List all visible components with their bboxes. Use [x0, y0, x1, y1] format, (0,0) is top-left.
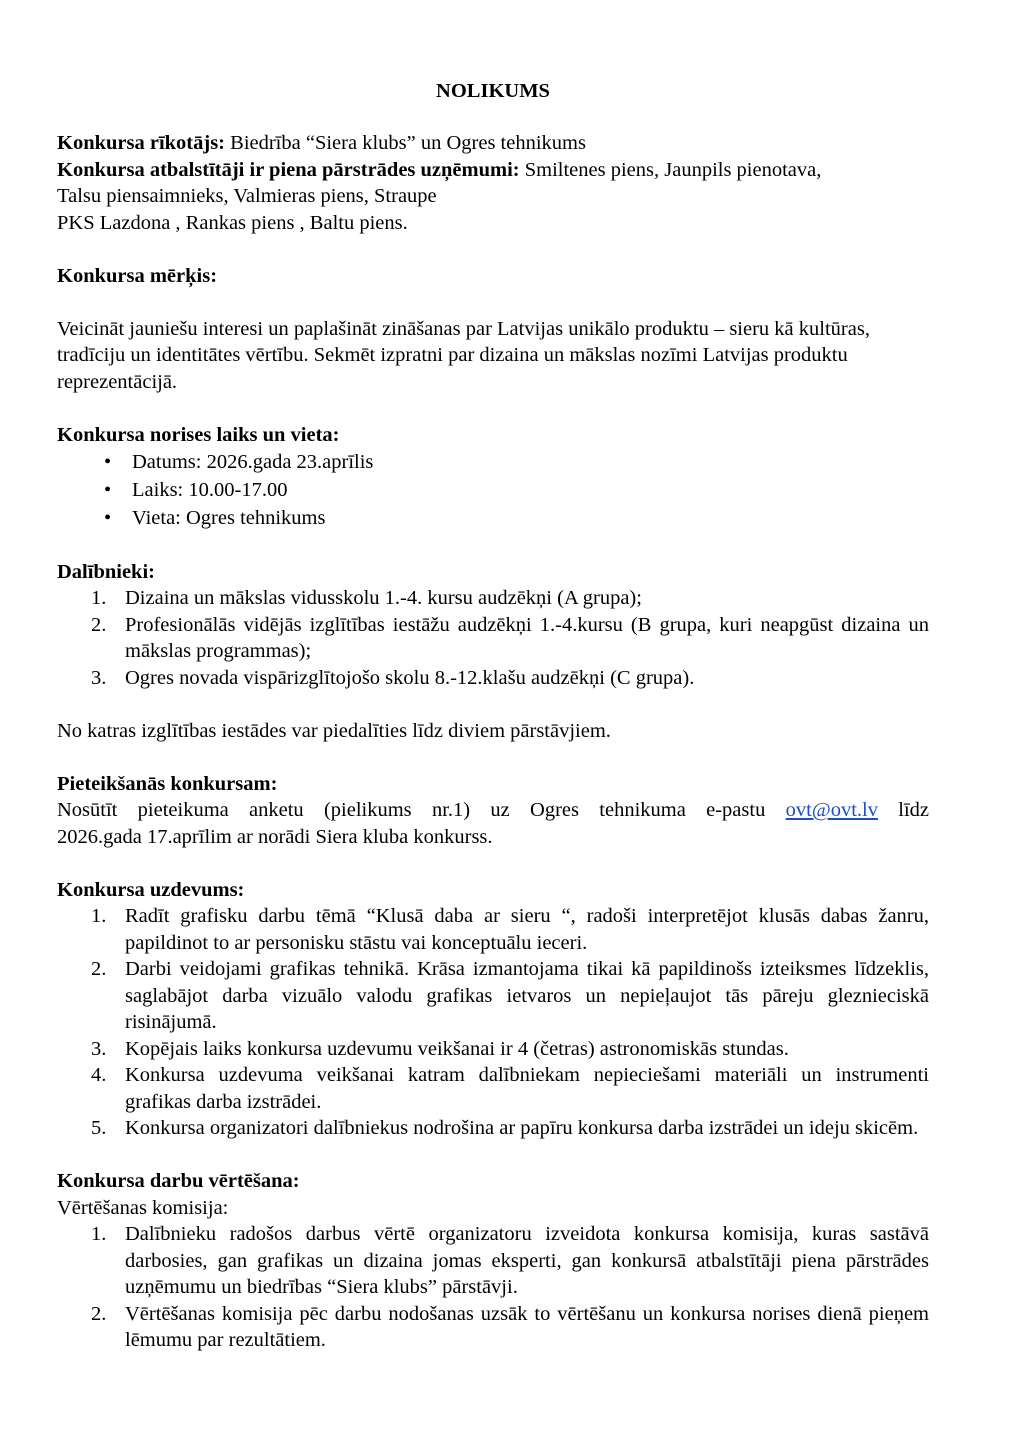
- participants-heading: Dalībnieki:: [57, 560, 155, 583]
- organizer-line: [57, 130, 929, 157]
- time-place-heading: Konkursa norises laiks un vieta:: [57, 423, 340, 446]
- list-item: 4. Konkursa uzdevuma veikšanai katram dalībniekam nepieciešami materiāli un instrumenti grafikas darba izstrādei.: [91, 1064, 929, 1113]
- list-item: 2. Vērtēšanas komisija pēc darbu nodošanas uzsāk to vērtēšanu un konkursa norises dienā pieņem lēmumu par rezultātiem.: [91, 1302, 929, 1351]
- supporters-line-1: [57, 157, 929, 184]
- task-heading: Konkursa uzdevums:: [57, 878, 245, 901]
- list-item: 1. Dizaina un mākslas vidusskolu 1.-4. kursu audzēkņi (A grupa);: [91, 587, 642, 609]
- participants-note: No katras izglītības iestādes var piedalīties līdz diviem pārstāvjiem.: [57, 719, 611, 742]
- list-item: • Laiks: 10.00-17.00: [57, 476, 929, 504]
- list-item: • Datums: 2026.gada 23.aprīlis: [57, 448, 929, 476]
- list-item: • Vieta: Ogres tehnikums: [57, 504, 929, 532]
- organizer-value: Biedrība “Siera klubs” un Ogres tehnikums: [230, 132, 586, 154]
- supporters-label: Konkursa atbalstītāji ir piena pārstrādes uzņēmumi:: [57, 158, 520, 181]
- time-place-list: [57, 448, 929, 532]
- email-link[interactable]: ovt@ovt.lv: [785, 799, 878, 821]
- list-item: 3. Kopējais laiks konkursa uzdevumu veikšanai ir 4 (četras) astronomiskās stundas.: [91, 1037, 789, 1060]
- list-item: 1. Radīt grafisku darbu tēmā “Klusā daba ar sieru “, radoši interpretējot klusās dabas žanru, papildinot to ar personisku stāstu vai konceptuālu ieceri.: [91, 905, 929, 954]
- document-title: NOLIKUMS: [436, 80, 550, 102]
- supporters-text-1: Smiltenes piens, Jaunpils pienotava,: [524, 158, 822, 181]
- list-item: 2. Darbi veidojami grafikas tehnikā. Krāsa izmantojama tikai kā papildinošs izteiksmes līdzeklis, saglabājot darba vizuālo valodu grafikas ietvaros un nepieļaujot tās pāreju gleznieciskā risinājumā.: [91, 958, 929, 1033]
- bullet-icon: •: [104, 479, 112, 501]
- list-item: 1. Dalībnieku radošos darbus vērtē organizatoru izveidota konkursa komisija, kuras sastāvā darbosies, gan grafikas un dizaina jomas eksperti, gan konkursā atbalstītāji piena pārstrādes uzņēmumu un biedrības “Siera klubs” pārstāvji.: [91, 1223, 929, 1298]
- goal-text: Veicināt jauniešu interesi un paplašināt zināšanas par Latvijas unikālo produktu – sieru kā kultūras, tradīciju un identitātes vērtību. Sekmēt izpratni par dizaina un mākslas nozīmi Latvijas produktu reprezentācijā.: [57, 317, 870, 393]
- supporters-line-3: PKS Lazdona , Rankas piens , Baltu piens.: [57, 211, 408, 234]
- application-heading: Pieteikšanās konkursam:: [57, 772, 278, 795]
- list-item: 3. Ogres novada vispārizglītojošo skolu 8.-12.klašu audzēkņi (C grupa).: [91, 666, 695, 689]
- list-item: 5. Konkursa organizatori dalībniekus nodrošina ar papīru konkursa darba izstrādei un ideju skicēm.: [91, 1117, 919, 1139]
- application-line-2: 2026.gada 17.aprīlim ar norādi Siera kluba konkurss.: [57, 825, 493, 848]
- task-list: [57, 903, 929, 1142]
- document-page: [57, 78, 929, 1354]
- goal-heading: Konkursa mērķis:: [57, 264, 218, 287]
- application-line-1: Nosūtīt pieteikuma anketu (pielikums nr.1) uz Ogres tehnikuma e-pastu ovt@ovt.lv līdz: [57, 799, 930, 821]
- organizer-label: Konkursa rīkotājs:: [57, 132, 226, 154]
- list-item: 2. Profesionālās vidējās izglītības iestāžu audzēkņi 1.-4.kursu (B grupa, kuri neapgūst dizaina un mākslas programmas);: [91, 613, 929, 662]
- evaluation-heading: Konkursa darbu vērtēšana:: [57, 1170, 300, 1192]
- bullet-icon: •: [104, 507, 112, 529]
- participants-list: [57, 585, 929, 691]
- bullet-icon: •: [104, 451, 112, 473]
- supporters-line-2: Talsu piensaimnieks, Valmieras piens, Straupe: [57, 185, 437, 207]
- evaluation-list: [57, 1221, 929, 1354]
- evaluation-subheading: Vērtēšanas komisija:: [57, 1196, 229, 1219]
